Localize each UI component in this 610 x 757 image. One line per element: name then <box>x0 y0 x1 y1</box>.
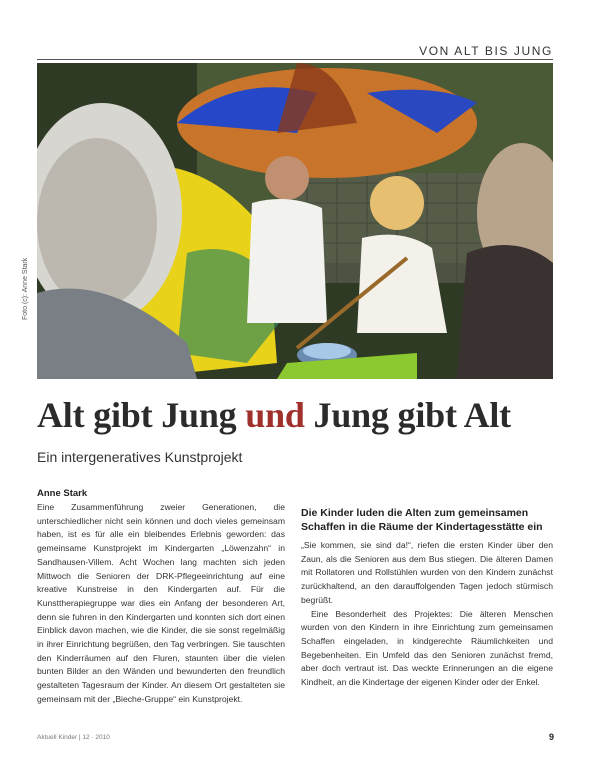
headline-accent: und <box>245 395 305 435</box>
headline-part-2: Jung gibt Alt <box>304 395 511 435</box>
article-photo <box>37 63 553 379</box>
headline <box>37 394 511 436</box>
page-number: 9 <box>548 732 554 742</box>
pull-quote: Die Kinder luden die Alten zum gemeinsamen Schaffen in die Räume der Kindertagesstätte ein <box>301 507 543 533</box>
section-label: VON ALT BIS JUNG <box>419 44 553 58</box>
footer-magazine: Aktuell Kinder | 12 · 2010 <box>37 734 110 741</box>
right-column <box>301 539 553 690</box>
left-column <box>37 501 285 707</box>
right-paragraph-2: Eine Besonderheit des Projektes: Die älteren Menschen wurden von den Kindern in ihre Einrichtung zum gemeinsamen Schaffen eingeladen, in kindgerechte Räumlichkeiten und Begebenheiten. Ein Umfeld das den Senioren zunächst fremd, aber doch vertraut ist. Das weckte Erinnerungen an die eigene Kindheit, an die Kindertage der eigenen Kinder oder der Enkel. <box>301 608 553 688</box>
right-paragraph-1: „Sie kommen, sie sind da!“, riefen die ersten Kinder über den Zaun, als die Senioren aus dem Bus stiegen. Die älteren Damen mit Rollatoren und Rollstühlen wurden von den Kindern zunächst zurückhaltend, an den darauffolgenden Tagen jedoch stürmisch begrüßt. <box>301 540 553 605</box>
photo-credit: Foto (c): Anne Stark <box>22 257 29 320</box>
headline-part-1: Alt gibt Jung <box>37 395 246 435</box>
author-byline: Anne Stark <box>37 488 88 499</box>
subheadline: Ein intergeneratives Kunstprojekt <box>37 449 243 465</box>
section-divider <box>37 59 553 60</box>
left-paragraph: Eine Zusammenführung zweier Generationen, die unterschiedlicher nicht sein können und doch vieles gemeinsam haben, ist es für alle ein bleibendes Erlebnis geworden: das gemeinsame Kunstprojekt im Kindergarten „Löwenzahn“ in Sandhausen-Villem. Acht Wochen lang machten sich jeden Mittwoch die Senioren der DRK-Pflegeeinrichtung auf eine kreative Kunstreise in den Kindergarten auf. Für die Kunsttherapiegruppe war dies ein Anfang der besonderen Art, denn sie fuhren in den Kindergarten und konnten sich dort einen Einblick davon machen, wie die Kinder, die sie sonst regelmäßig in ihrer Einrichtung begrüßen, den Tag verbringen. Sie tauschten den Kinderräumen auf den Fluren, staunten über die vielen bunten Bilder an den Wänden und bewunderten den freundlich gestalteten Tagesraum der Kinder. An diesem Ort gestalteten sie gemeinsam mit der „Bieche-Gruppe“ ein Kunstprojekt. <box>37 502 285 704</box>
